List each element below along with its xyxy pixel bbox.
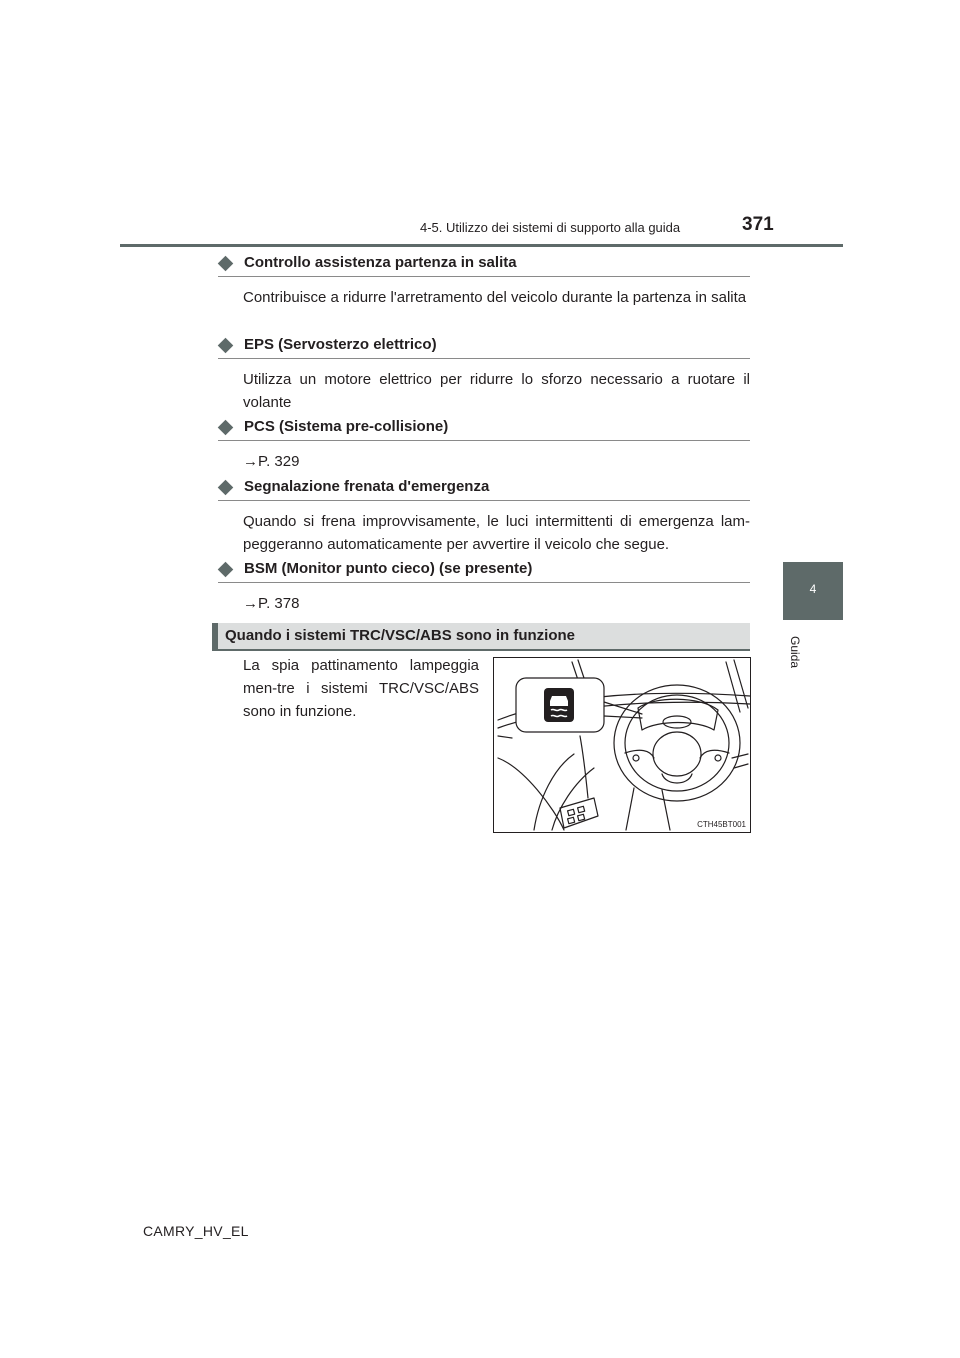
section-title: PCS (Sistema pre-collisione) — [244, 418, 449, 435]
chapter-tab[interactable] — [783, 562, 843, 620]
diamond-bullet-icon — [218, 420, 234, 436]
dashboard-drawing — [494, 658, 750, 832]
banner-title: Quando i sistemi TRC/VSC/ABS sono in funzione — [225, 627, 576, 644]
section-bsm — [218, 560, 750, 615]
diamond-bullet-icon — [218, 562, 234, 578]
section-heading — [218, 418, 750, 441]
diamond-bullet-icon — [218, 338, 234, 354]
banner-accent — [212, 623, 218, 651]
section-body: Contribuisce a ridurre l'arretramento del veicolo durante la partenza in salita — [243, 289, 747, 306]
page-number: 371 — [742, 214, 774, 235]
section-title: Controllo assistenza partenza in salita — [244, 254, 517, 271]
footer-model-code: CAMRY_HV_EL — [143, 1223, 249, 1239]
chapter-number: 4 — [809, 582, 817, 596]
chapter-label — [788, 636, 802, 696]
slip-indicator-icon — [544, 688, 574, 722]
section-title: BSM (Monitor punto cieco) (se presente) — [244, 560, 533, 577]
section-heading — [218, 254, 750, 277]
section-emergency-brake-signal — [218, 478, 750, 556]
header-section-title: 4-5. Utilizzo dei sistemi di supporto alla guida — [420, 220, 681, 235]
section-body: Quando si frena improvvisamente, le luci intermittenti di emergenza lam-peggeranno automaticamente per avvertire il veicolo che segue. — [243, 513, 750, 553]
section-eps — [218, 336, 750, 414]
page-reference-link[interactable]: →P. 329 — [243, 453, 300, 470]
section-body: Utilizza un motore elettrico per ridurre lo sforzo necessario a ruotare il volante — [243, 371, 750, 411]
diamond-bullet-icon — [218, 256, 234, 272]
section-hill-start-assist — [218, 254, 750, 309]
section-pcs — [218, 418, 750, 473]
body-paragraph: La spia pattinamento lampeggia men-tre i sistemi TRC/VSC/ABS sono in funzione. — [243, 657, 479, 720]
subsection-banner — [212, 623, 750, 651]
header-divider — [120, 244, 843, 247]
chapter-label-text: Guida — [788, 636, 802, 669]
diamond-bullet-icon — [218, 480, 234, 496]
figure-code: CTH45BT001 — [697, 820, 746, 829]
dashboard-illustration — [493, 657, 751, 833]
section-heading — [218, 478, 750, 501]
section-heading — [218, 560, 750, 583]
section-title: EPS (Servosterzo elettrico) — [244, 336, 437, 353]
section-title: Segnalazione frenata d'emergenza — [244, 478, 490, 495]
section-heading — [218, 336, 750, 359]
page-reference-link[interactable]: →P. 378 — [243, 595, 300, 612]
